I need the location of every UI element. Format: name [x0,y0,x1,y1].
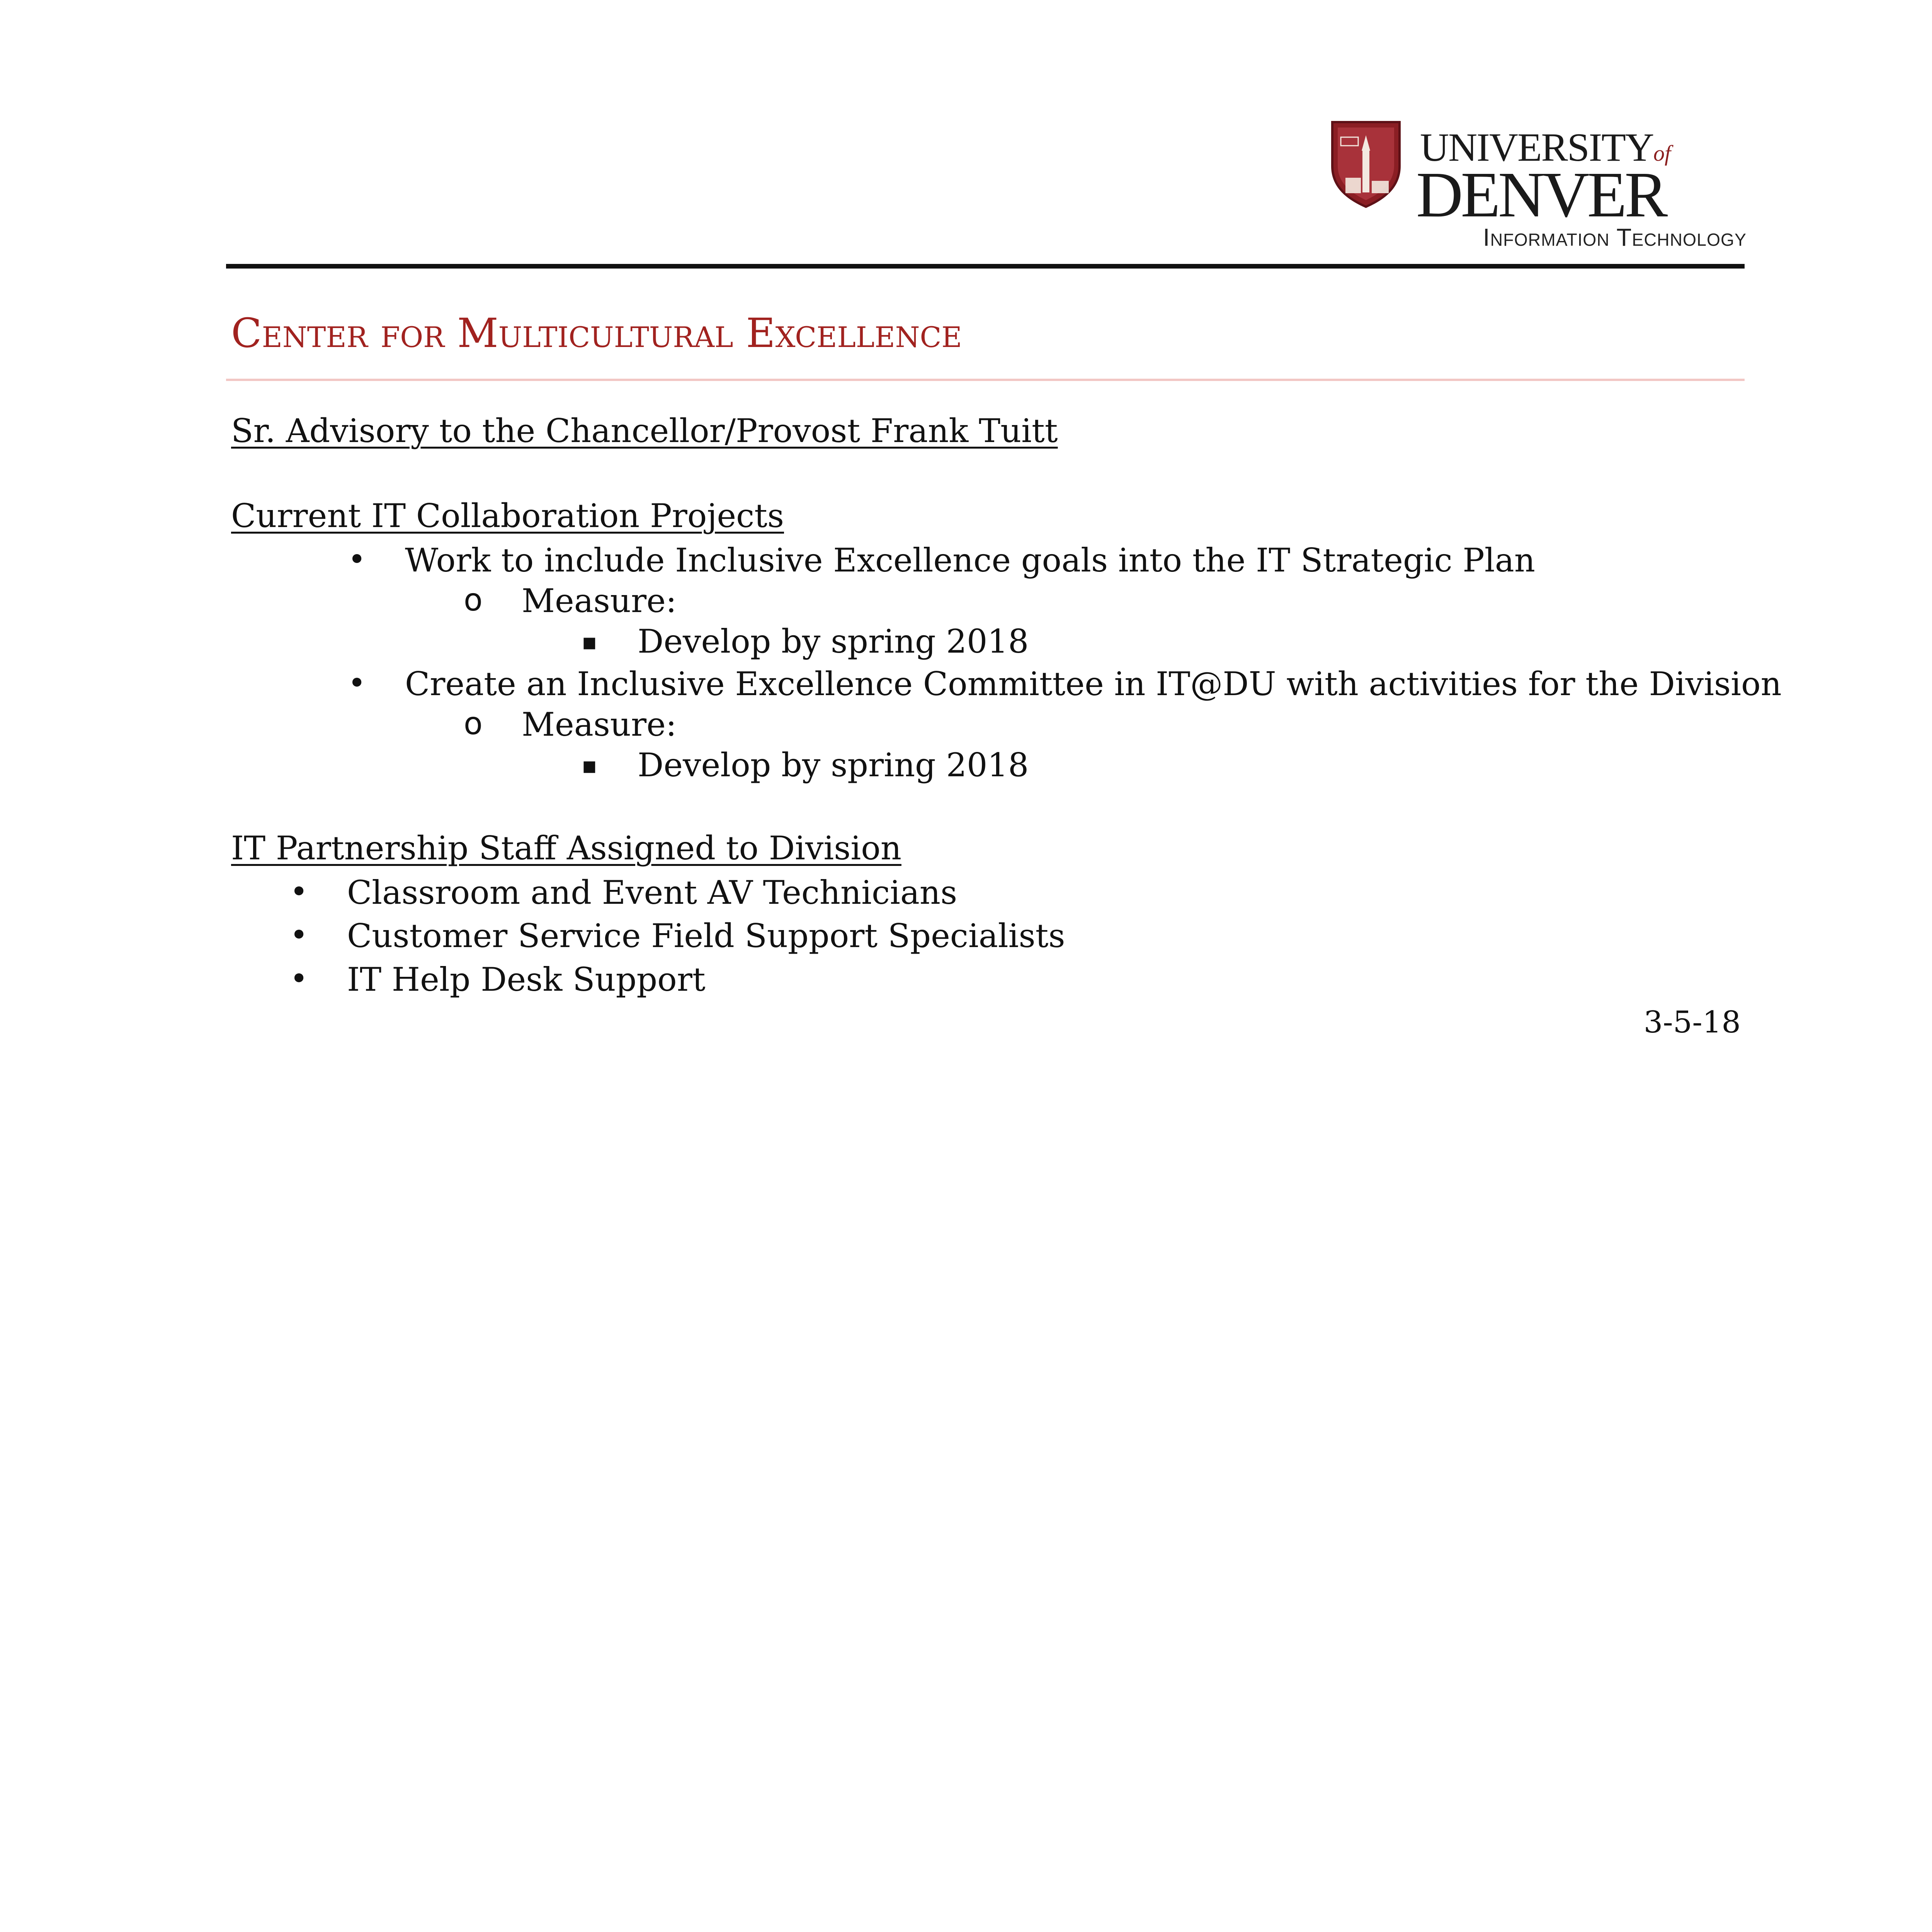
department-label: Information Technology [1483,223,1747,251]
header-rule [226,264,1745,269]
bullet-icon: • [290,917,308,953]
page-title: Center for Multicultural Excellence [231,310,962,357]
bullet-icon: • [290,961,308,997]
title-rule [226,379,1745,381]
shield-icon [1329,120,1403,209]
logo-wordmark-top: UNIVERSITYof [1420,125,1671,170]
bullet-icon: • [348,665,366,701]
measure-label: Measure: [522,582,677,620]
measure-value: Develop by spring 2018 [638,622,1029,660]
bullet-icon: • [348,541,366,577]
square-bullet-icon: ▪ [582,752,597,779]
logo-wordmark-main: DENVER [1416,159,1666,231]
square-bullet-icon: ▪ [582,628,597,655]
logo-wordmark-of: of [1653,141,1671,166]
university-logo [1329,120,1743,231]
staff-heading: IT Partnership Staff Assigned to Division [231,829,901,867]
measure-label: Measure: [522,706,677,743]
staff-item: Classroom and Event AV Technicians [347,874,957,912]
projects-heading: Current IT Collaboration Projects [231,497,784,535]
measure-value: Develop by spring 2018 [638,746,1029,784]
staff-item: IT Help Desk Support [347,961,706,998]
circle-bullet-icon: o [464,582,483,618]
project-item: Create an Inclusive Excellence Committee in IT@DU with activities for the Division [405,665,1782,703]
revision-date: 3-5-18 [1643,1005,1741,1040]
project-item: Work to include Inclusive Excellence goals into the IT Strategic Plan [405,541,1535,579]
advisor-line: Sr. Advisory to the Chancellor/Provost Frank Tuitt [231,412,1058,450]
staff-item: Customer Service Field Support Specialists [347,917,1065,955]
circle-bullet-icon: o [464,706,483,742]
bullet-icon: • [290,874,308,910]
